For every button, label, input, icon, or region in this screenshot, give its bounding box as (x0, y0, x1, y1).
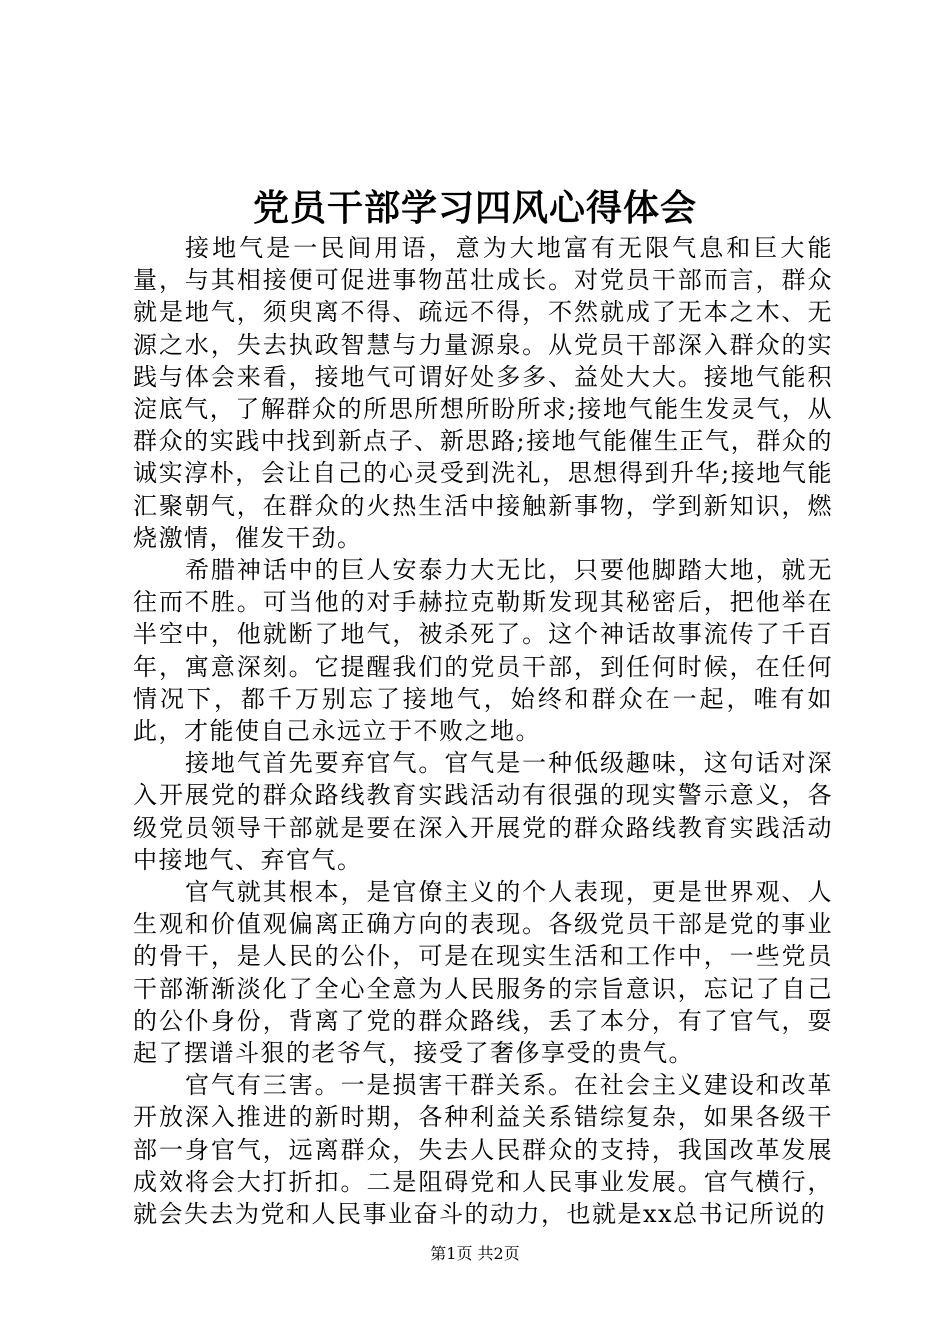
page-footer (0, 1244, 950, 1264)
paragraph-3: 接地气首先要弃官气。官气是一种低级趣味，这句话对深入开展党的群众路线教育实践活动有很强的现实警示意义，各级党员领导干部就是要在深入开展党的群众路线教育实践活动中接地气、弃官气。 (133, 749, 833, 874)
paragraph-5: 官气有三害。一是损害干群关系。在社会主义建设和改革开放深入推进的新时期，各种利益关系错综复杂，如果各级干部一身官气，远离群众，失去人民群众的支持，我国改革发展成效将会大打折扣。二是阻碍党和人民事业发展。官气横行，就会失去为党和人民事业奋斗的动力，也就是xx总书记所说的 (133, 1071, 833, 1229)
document-title: 党员干部学习四风心得体会 (252, 187, 697, 229)
paragraph-1: 接地气是一民间用语，意为大地富有无限气息和巨大能量，与其相接便可促进事物茁壮成长。对党员干部而言，群众就是地气，须臾离不得、疏远不得，不然就成了无本之木、无源之水，失去执政智慧与力量源泉。从党员干部深入群众的实践与体会来看，接地气可谓好处多多、益处大大。接地气能积淀底气，了解群众的所思所想所盼所求;接地气能生发灵气，从群众的实践中找到新点子、新思路;接地气能催生正气，群众的诚实淳朴，会让自己的心灵受到洗礼，思想得到升华;接地气能汇聚朝气，在群众的火热生活中接触新事物，学到新知识，燃烧激情，催发干劲。 (133, 234, 833, 552)
paragraph-2: 希腊神话中的巨人安泰力大无比，只要他脚踏大地，就无往而不胜。可当他的对手赫拉克勒斯发现其秘密后，把他举在半空中，他就断了地气，被杀死了。这个神话故事流传了千百年，寓意深刻。它提醒我们的党员干部，到任何时候，在任何情况下，都千万别忘了接地气，始终和群众在一起，唯有如此，才能使自己永远立于不败之地。 (133, 556, 833, 746)
document-body (133, 232, 833, 1230)
page-number-indicator: 第1页 共2页 (430, 1244, 520, 1263)
paragraph-4: 官气就其根本，是官僚主义的个人表现，更是世界观、人生观和价值观偏离正确方向的表现。各级党员干部是党的事业的骨干，是人民的公仆，可是在现实生活和工作中，一些党员干部渐渐淡化了全心全意为人民服务的宗旨意识，忘记了自己的公仆身份，背离了党的群众路线，丢了本分，有了官气，耍起了摆谱斗狠的老爷气，接受了奢侈享受的贵气。 (133, 878, 833, 1068)
